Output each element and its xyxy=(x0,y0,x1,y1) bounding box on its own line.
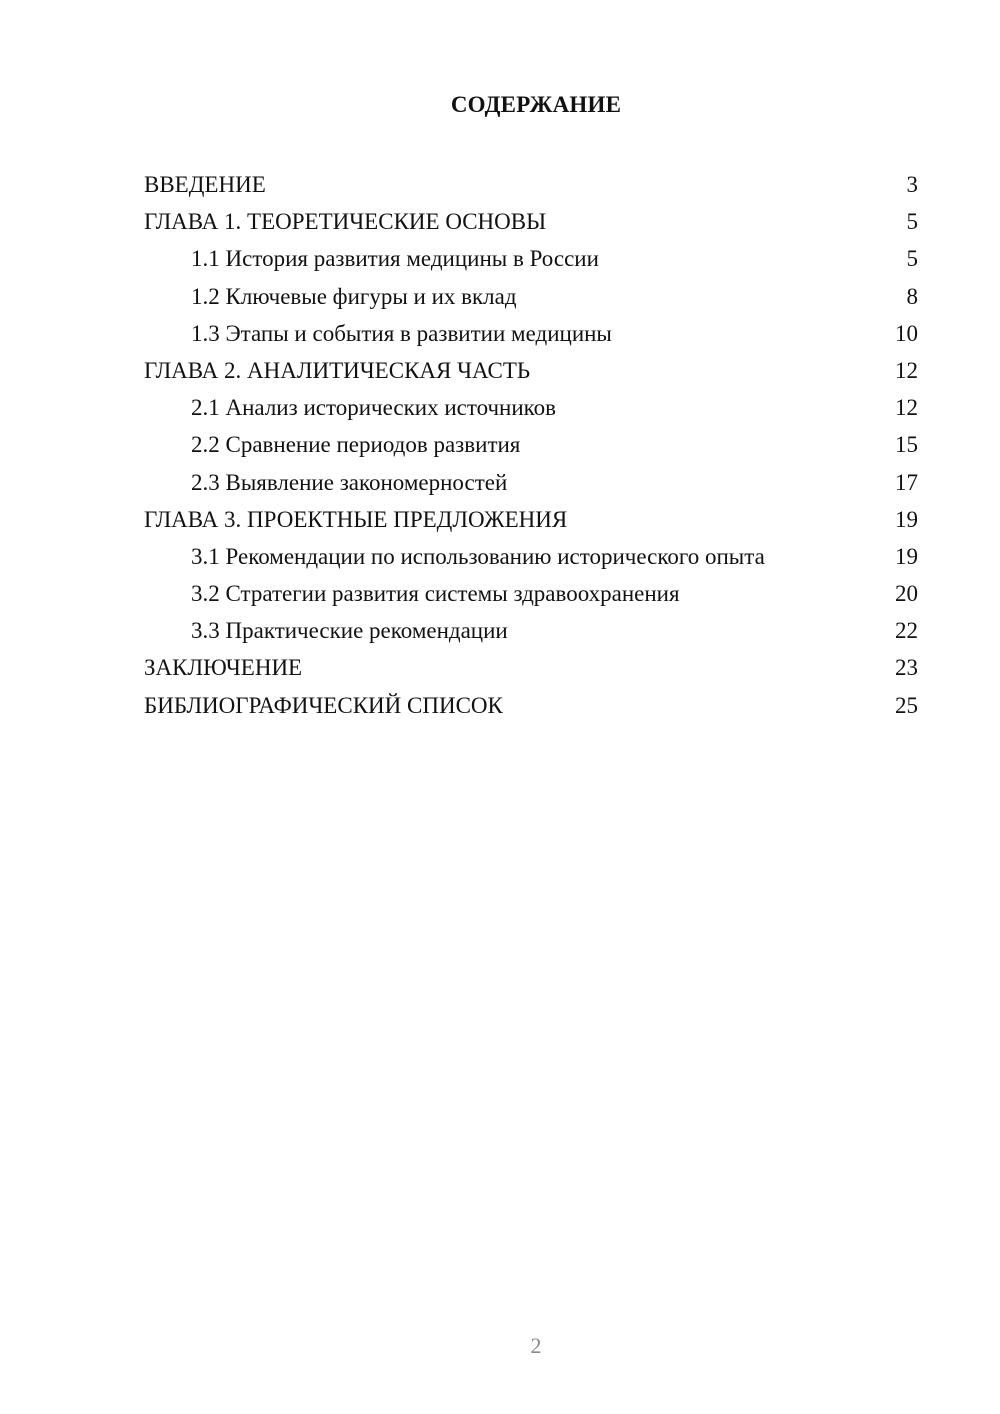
toc-entry-section-2-1[interactable] xyxy=(144,389,918,426)
toc-entry-page: 25 xyxy=(895,692,918,718)
toc-entry-section-2-2[interactable] xyxy=(144,426,918,463)
toc-entry-page: 17 xyxy=(895,469,918,495)
toc-entry-page: 12 xyxy=(895,395,918,421)
toc-entry-label: ГЛАВА 1. ТЕОРЕТИЧЕСКИЕ ОСНОВЫ xyxy=(144,209,547,235)
toc-entry-page: 5 xyxy=(906,246,918,272)
toc-entry-page: 20 xyxy=(895,581,918,607)
toc-entry-label: 3.2 Стратегии развития системы здравоохранения xyxy=(191,581,680,607)
toc-entry-page: 8 xyxy=(906,283,918,309)
toc-entry-section-1-2[interactable] xyxy=(144,278,918,315)
toc-entry-section-3-1[interactable] xyxy=(144,538,918,575)
page-number: 2 xyxy=(530,1333,542,1358)
toc-entry-page: 19 xyxy=(895,506,918,532)
toc-entry-label: 3.3 Практические рекомендации xyxy=(191,618,508,644)
toc-entry-introduction[interactable] xyxy=(144,166,918,203)
toc-entry-label: 1.3 Этапы и события в развитии медицины xyxy=(191,320,612,346)
page-title: СОДЕРЖАНИЕ xyxy=(450,92,622,117)
toc-entry-section-2-3[interactable] xyxy=(144,464,918,501)
toc-entry-label: БИБЛИОГРАФИЧЕСКИЙ СПИСОК xyxy=(144,692,503,718)
toc-entry-page: 19 xyxy=(895,543,918,569)
toc-entry-label: ЗАКЛЮЧЕНИЕ xyxy=(144,655,303,681)
toc-entry-label: ГЛАВА 3. ПРОЕКТНЫЕ ПРЕДЛОЖЕНИЯ xyxy=(144,506,568,532)
table-of-contents xyxy=(144,166,918,724)
toc-entry-section-3-3[interactable] xyxy=(144,612,918,649)
toc-entry-label: 2.1 Анализ исторических источников xyxy=(191,395,557,421)
toc-entry-section-1-1[interactable] xyxy=(144,240,918,277)
toc-entry-section-3-2[interactable] xyxy=(144,575,918,612)
toc-entry-page: 10 xyxy=(895,320,918,346)
toc-entry-page: 3 xyxy=(906,172,918,197)
toc-entry-label: 2.2 Сравнение периодов развития xyxy=(191,432,521,458)
toc-entry-label: 3.1 Рекомендации по использованию исторического опыта xyxy=(191,543,765,569)
toc-entry-page: 5 xyxy=(906,209,918,235)
toc-entry-chapter-1[interactable] xyxy=(144,203,918,240)
toc-entry-label: 1.2 Ключевые фигуры и их вклад xyxy=(191,283,517,309)
toc-entry-chapter-3[interactable] xyxy=(144,501,918,538)
toc-entry-page: 23 xyxy=(895,655,918,681)
toc-entry-page: 15 xyxy=(895,432,918,458)
toc-entry-conclusion[interactable] xyxy=(144,649,918,686)
toc-entry-section-1-3[interactable] xyxy=(144,315,918,352)
toc-entry-page: 22 xyxy=(895,618,918,644)
toc-entry-label: ГЛАВА 2. АНАЛИТИЧЕСКАЯ ЧАСТЬ xyxy=(144,357,531,383)
toc-entry-chapter-2[interactable] xyxy=(144,352,918,389)
toc-entry-bibliography[interactable] xyxy=(144,687,918,724)
toc-entry-page: 12 xyxy=(895,357,918,383)
toc-entry-label: ВВЕДЕНИЕ xyxy=(144,172,266,197)
toc-entry-label: 1.1 История развития медицины в России xyxy=(191,246,599,272)
toc-entry-label: 2.3 Выявление закономерностей xyxy=(191,469,508,495)
